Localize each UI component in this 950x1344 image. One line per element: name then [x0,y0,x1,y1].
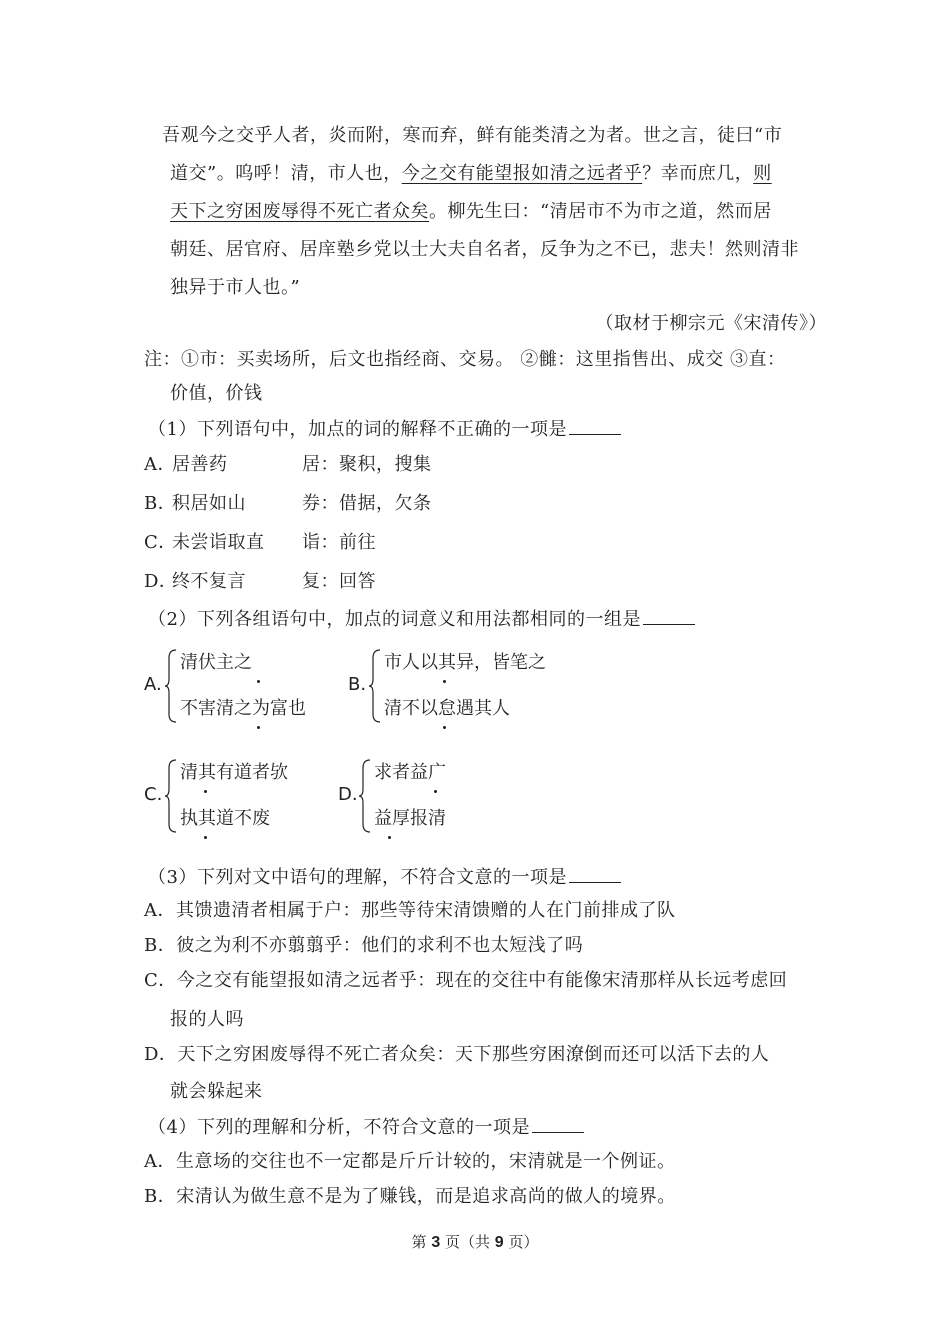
q2-option-a: A. 清伏主之 不害清之为富也 [144,648,344,728]
passage-line-5: 独异于市人也。” [170,277,301,298]
brace-icon [368,648,382,724]
q2-stem: （2）下列各组语句中，加点的词意义和用法都相同的一组是 [148,606,695,632]
passage-line-4: 朝廷、居官府、居庠塾乡党以士大夫自名者，反争为之不已，悲夫！然则清非 [170,239,799,260]
brace-icon [358,758,372,834]
q4-stem: （4）下列的理解和分析，不符合文意的一项是 [148,1114,584,1140]
q3-option-c-line-1: C．今之交有能望报如清之远者乎：现在的交往中有能像宋清那样从长远考虑回 [144,970,788,991]
q3-option-d-line-1: D．天下之穷困废辱得不死亡者众矣：天下那些穷困潦倒而还可以活下去的人 [144,1044,770,1065]
passage-line-3: 天下之穷困废辱得不死亡者众矣。柳先生曰：“清居市不为市之道，然而居 [170,201,772,222]
q1-option-a: A．居善药 居：聚积，搜集 [144,454,432,475]
passage-line-1: 吾观今之交乎人者，炎而附，寒而弃，鲜有能类清之为者。世之言，徒曰“市 [162,125,783,146]
page-number: 3 [431,1234,441,1251]
underlined-sentence-2: 天下之穷困废辱得不死亡者众矣 [170,201,429,222]
answer-blank [569,864,621,883]
q1-option-c: C．未尝诣取直 诣：前往 [144,532,376,553]
q1-option-d: D．终不复言 复：回答 [144,571,376,592]
answer-blank [532,1114,584,1133]
notes-line-1: 注：①市：买卖场所，后文也指经商、交易。 ②雠：这里指售出、成交 ③直： [144,349,786,370]
q3-stem: （3）下列对文中语句的理解，不符合文意的一项是 [148,864,621,890]
q2-option-c: C. 清其有道者欤 执其道不废 [144,758,344,838]
answer-blank [643,606,695,625]
underlined-sentence-1: 今之交有能望报如清之远者乎 [401,163,643,184]
brace-icon [164,648,178,724]
answer-blank [569,416,621,435]
q3-option-c-line-2: 报的人吗 [170,1009,244,1030]
page-total: 9 [494,1234,504,1251]
q4-option-a: A．生意场的交往也不一定都是斤斤计较的，宋清就是一个例证。 [144,1151,676,1172]
passage-source: （取材于柳宗元《宋清传》） [595,313,827,334]
q1-stem: （1）下列语句中，加点的词的解释不正确的一项是 [148,416,621,442]
q3-option-b: B．彼之为利不亦翦翦乎：他们的求利不也太短浅了吗 [144,935,584,956]
notes-line-2: 价值，价钱 [170,383,263,404]
q3-option-a: A．其馈遗清者相属于户：那些等待宋清馈赠的人在门前排成了队 [144,900,676,921]
brace-icon [164,758,178,834]
q4-option-b: B．宋清认为做生意不是为了赚钱，而是追求高尚的做人的境界。 [144,1186,676,1207]
q2-option-b: B. 市人以其异，皆笔之 清不以怠遇其人 [348,648,578,728]
q3-option-d-line-2: 就会躲起来 [170,1081,263,1102]
page-footer: 第 3 页（共 9 页） [411,1233,539,1251]
q1-option-b: B．积居如山 券：借据，欠条 [144,493,432,514]
passage-line-2: 道交”。呜呼！清，市人也，今之交有能望报如清之远者乎？幸而庶几，则 [170,163,772,184]
q2-option-d: D. 求者益广 益厚报清 [338,758,538,838]
